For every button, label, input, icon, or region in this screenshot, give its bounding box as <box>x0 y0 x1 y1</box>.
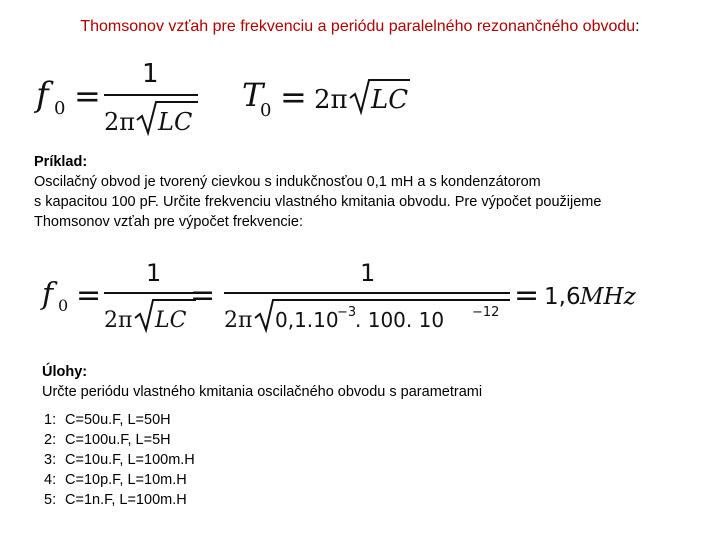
page-title <box>0 18 720 36</box>
t0-equals: = <box>280 78 307 116</box>
example-line: s kapacitou 100 pF. Určite frekvenciu vlastného kmitania obvodu. Pre výpočet použijeme <box>34 194 602 210</box>
ex-two-pi-1: 2π <box>104 308 133 333</box>
ex-two-pi-2: 2π <box>224 308 253 333</box>
task-number: 5: <box>44 492 57 508</box>
example-line: Oscilačný obvod je tvorený cievkou s indukčnosťou 0,1 mH a s kondenzátorom <box>34 174 541 190</box>
ex-radicand: 0,1.10 <box>275 308 339 332</box>
period-formula <box>238 68 418 128</box>
tasks-heading: Úlohy: <box>42 364 88 380</box>
ex-result: 1,6 <box>544 284 581 310</box>
f0-subscript: 0 <box>54 98 66 119</box>
example-formula-svg <box>40 256 650 338</box>
list-item <box>44 410 195 430</box>
title-text: Thomsonov vzťah pre frekvenciu a periódu paralelného rezonančného obvodu <box>80 18 636 35</box>
ex-equals-3: = <box>514 278 540 313</box>
ex-exponent-2: −12 <box>472 305 500 320</box>
ex-numerator-2: 1 <box>360 259 376 287</box>
frequency-formula <box>34 58 204 138</box>
task-list <box>44 410 195 510</box>
ex-dot-100: . 100. 10 <box>355 308 445 332</box>
f0-equals: = <box>74 77 101 115</box>
t0-two-pi: 2π <box>314 85 348 115</box>
task-text: C=50u.F, L=50H <box>65 412 171 428</box>
f0-numerator: 1 <box>142 59 159 89</box>
ex-equals-1: = <box>76 278 102 313</box>
ex-f0-subscript: 0 <box>58 296 69 315</box>
title-colon: : <box>635 18 640 35</box>
list-item <box>44 490 195 510</box>
t0-subscript: 0 <box>260 100 272 121</box>
ex-f0-symbol: f <box>42 277 54 312</box>
example-section <box>34 152 601 232</box>
example-line: Thomsonov vzťah pre výpočet frekvencie: <box>34 214 303 230</box>
task-number: 1: <box>44 412 57 428</box>
f0-lc: LC <box>158 108 193 136</box>
task-number: 3: <box>44 452 57 468</box>
t0-lc: LC <box>371 85 409 115</box>
period-formula-svg <box>238 68 418 128</box>
task-number: 2: <box>44 432 57 448</box>
ex-exponent-1: −3 <box>337 305 357 320</box>
task-text: C=10p.F, L=10m.H <box>65 472 187 488</box>
ex-unit: MHz <box>580 284 636 310</box>
example-heading: Príklad: <box>34 154 88 170</box>
ex-lc: LC <box>155 308 187 333</box>
ex-equals-2: = <box>190 278 216 313</box>
frequency-formula-svg <box>34 58 204 138</box>
tasks-section <box>42 362 482 402</box>
tasks-intro: Určte periódu vlastného kmitania oscilačného obvodu s parametrami <box>42 384 483 400</box>
task-text: C=1n.F, L=100m.H <box>65 492 187 508</box>
task-number: 4: <box>44 472 57 488</box>
list-item <box>44 470 195 490</box>
example-formula <box>40 256 650 338</box>
list-item <box>44 430 195 450</box>
task-text: C=10u.F, L=100m.H <box>65 452 195 468</box>
list-item <box>44 450 195 470</box>
ex-numerator-1: 1 <box>146 259 162 287</box>
f0-symbol: f <box>36 75 49 115</box>
task-text: C=100u.F, L=5H <box>65 432 171 448</box>
f0-two-pi: 2π <box>104 108 136 136</box>
t0-symbol: T <box>242 76 264 114</box>
